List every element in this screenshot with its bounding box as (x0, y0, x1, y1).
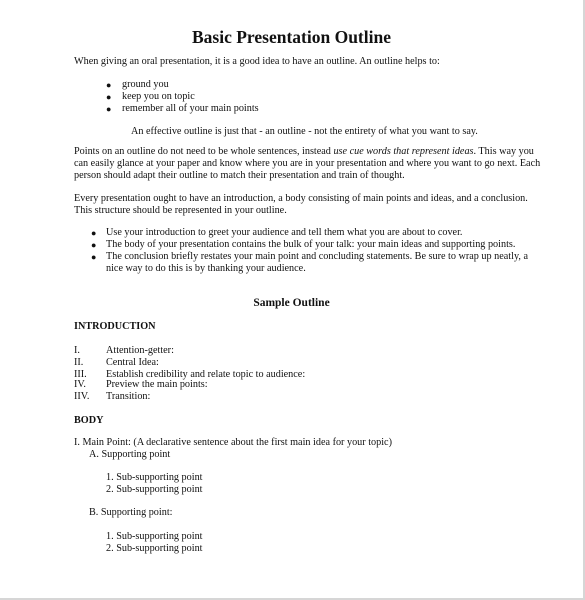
roman-numeral: II. (74, 357, 84, 368)
bullet-icon: ● (91, 252, 97, 262)
structure-paragraph (74, 193, 528, 217)
bullet-icon: ● (91, 240, 97, 250)
list-item-continuation: nice way to do this is by thanking your audience. (106, 263, 306, 274)
points-line-2: can easily glance at your paper and know where you are in your presentation and where you want to go next. Each (74, 158, 541, 170)
bullet-icon: ● (91, 228, 97, 238)
cue-words-emphasis: use cue words that represent ideas (333, 146, 474, 157)
sub-supporting-point: 2. Sub-supporting point (106, 543, 203, 554)
supporting-point-b: B. Supporting point: (89, 507, 173, 518)
list-item: Attention-getter: (106, 345, 174, 356)
roman-numeral: III. (74, 369, 87, 380)
introduction-heading: INTRODUCTION (74, 321, 156, 332)
list-item: The conclusion briefly restates your main point and concluding statements. Be sure to wrap up neatly, a (106, 251, 529, 262)
points-line-1: Points on an outline do not need to be whole sentences, instead use cue words that represent ideas. This way you (74, 146, 534, 157)
structure-line-1: Every presentation ought to have an introduction, a body consisting of main points and ideas, and a conclusion. (74, 193, 528, 204)
roman-numeral: IV. (74, 379, 86, 390)
list-item: Establish credibility and relate topic to audience: (106, 369, 306, 380)
list-item: remember all of your main points (122, 103, 259, 114)
bullet-icon: ● (106, 92, 112, 102)
list-item: keep you on topic (122, 91, 195, 102)
structure-line-2: This structure should be represented in your outline. (74, 205, 287, 217)
list-item: Central Idea: (106, 357, 159, 368)
sample-outline-title: Sample Outline (253, 297, 330, 309)
points-line-3: person should adapt their outline to match their presentation and train of thought. (74, 170, 405, 182)
body-heading: BODY (74, 415, 104, 426)
points-paragraph (74, 146, 541, 183)
list-item: Preview the main points: (106, 379, 208, 390)
sub-supporting-point: 1. Sub-supporting point (106, 472, 203, 483)
supporting-point-a: A. Supporting point (89, 449, 171, 460)
sub-supporting-point: 1. Sub-supporting point (106, 531, 203, 542)
intro-paragraph: When giving an oral presentation, it is a good idea to have an outline. An outline helps to: (74, 56, 440, 67)
list-item: The body of your presentation contains the bulk of your talk: your main ideas and supporting points. (106, 239, 516, 250)
effective-outline-note: An effective outline is just that - an outline - not the entirety of what you want to say. (131, 126, 478, 137)
roman-numeral: I. (74, 345, 80, 356)
sub-supporting-point: 2. Sub-supporting point (106, 484, 203, 495)
main-point: I. Main Point: (A declarative sentence about the first main idea for your topic) (74, 437, 392, 448)
list-item: Use your introduction to greet your audience and tell them what you are about to cover. (106, 227, 463, 238)
list-item: ground you (122, 79, 169, 90)
bullet-icon: ● (106, 80, 112, 90)
list-item: Transition: (106, 391, 151, 402)
roman-numeral: IIV. (74, 391, 90, 402)
document-title: Basic Presentation Outline (192, 27, 391, 47)
bullet-icon: ● (106, 104, 112, 114)
